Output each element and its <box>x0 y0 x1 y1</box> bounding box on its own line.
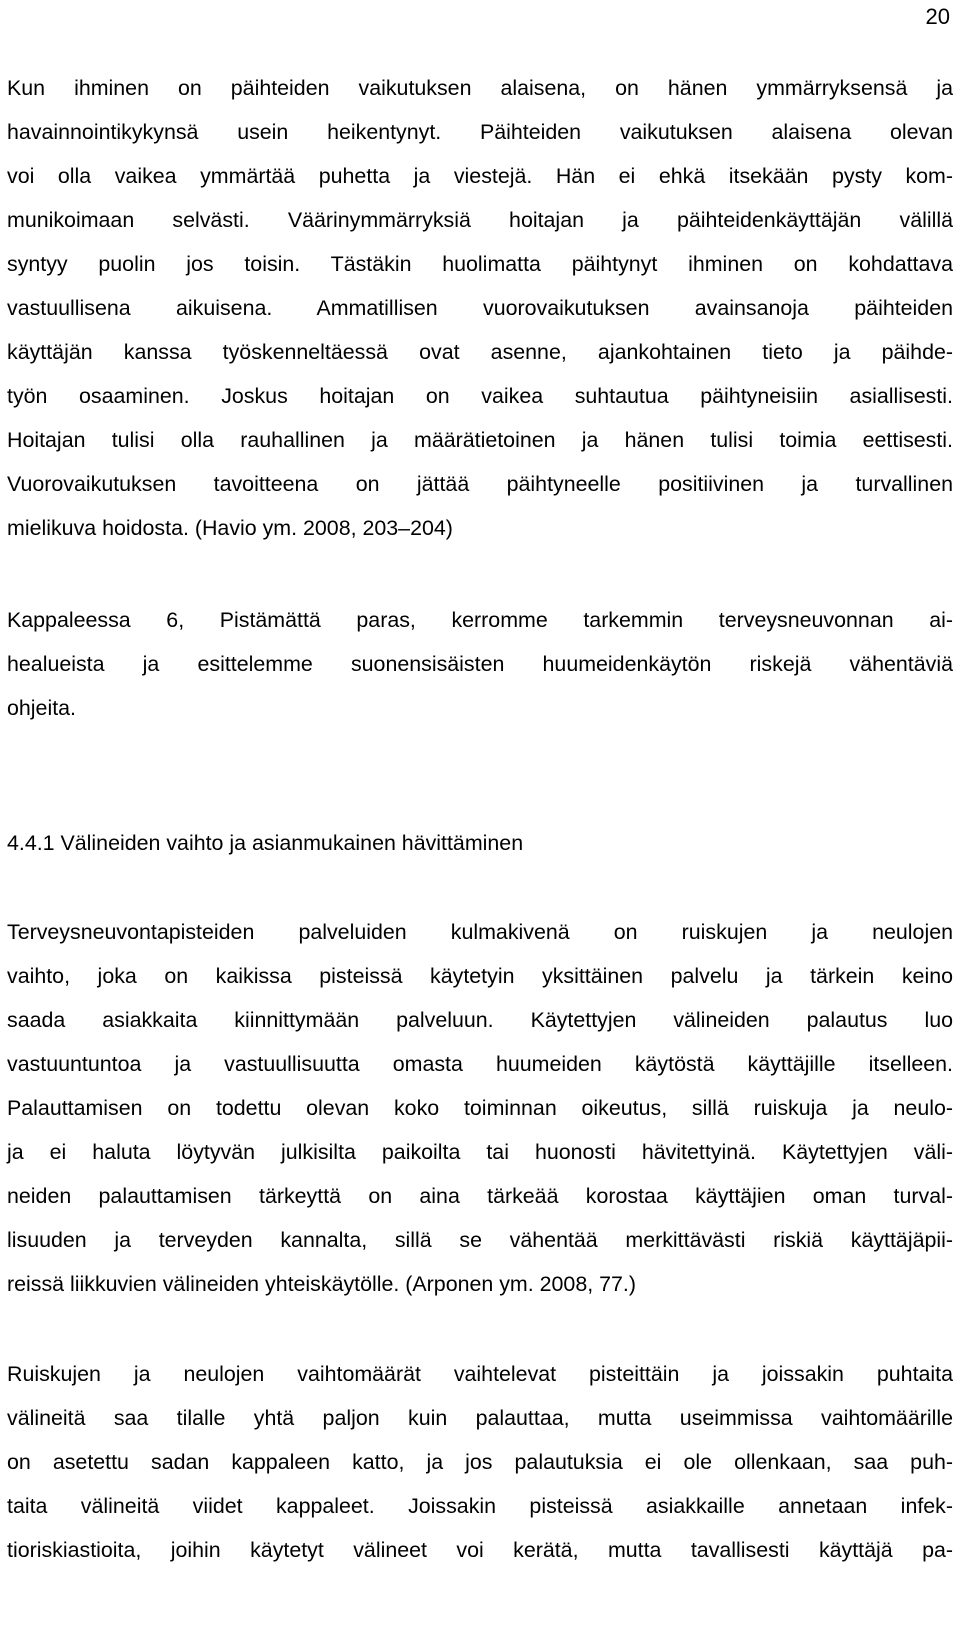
paragraph-1 <box>7 66 953 550</box>
text-line: vastuullisena aikuisena. Ammatillisen vuorovaikutuksen avainsanoja päihteiden <box>7 296 953 320</box>
text-line: neiden palauttamisen tärkeyttä on aina tärkeää korostaa käyttäjien oman turval- <box>7 1184 953 1208</box>
text-line: saada asiakkaita kiinnittymään palveluun. Käytettyjen välineiden palautus luo <box>7 1008 953 1032</box>
paragraph-2 <box>7 598 953 730</box>
text-line: healueista ja esittelemme suonensisäisten huumeidenkäytön riskejä vähentäviä <box>7 652 953 676</box>
text-line: on asetettu sadan kappaleen katto, ja jos palautuksia ei ole ollenkaan, saa puh- <box>7 1450 953 1474</box>
section-heading: 4.4.1 Välineiden vaihto ja asianmukainen hävittäminen <box>7 831 524 855</box>
text-line: ohjeita. <box>7 696 76 720</box>
paragraph-3 <box>7 910 953 1306</box>
text-line: taita välineitä viidet kappaleet. Joissakin pisteissä asiakkaille annetaan infek- <box>7 1494 953 1518</box>
text-line: tioriskiastioita, joihin käytetyt välineet voi kerätä, mutta tavallisesti käyttäjä pa- <box>7 1538 953 1562</box>
text-line: Palauttamisen on todettu olevan koko toiminnan oikeutus, sillä ruiskuja ja neulo- <box>7 1096 953 1120</box>
text-line: Terveysneuvontapisteiden palveluiden kulmakivenä on ruiskujen ja neulojen <box>7 920 953 944</box>
text-line: reissä liikkuvien välineiden yhteiskäytölle. (Arponen ym. 2008, 77.) <box>7 1272 636 1296</box>
text-line: Ruiskujen ja neulojen vaihtomäärät vaihtelevat pisteittäin ja joissakin puhtaita <box>7 1362 953 1386</box>
text-line: voi olla vaikea ymmärtää puhetta ja viestejä. Hän ei ehkä itsekään pysty kom- <box>7 164 953 188</box>
text-line: munikoimaan selvästi. Väärinymmärryksiä hoitajan ja päihteidenkäyttäjän välillä <box>7 208 953 232</box>
text-line: käyttäjän kanssa työskenneltäessä ovat asenne, ajankohtainen tieto ja päihde- <box>7 340 953 364</box>
text-line: työn osaaminen. Joskus hoitajan on vaikea suhtautua päihtyneisiin asiallisesti. <box>7 384 953 408</box>
text-line: syntyy puolin jos toisin. Tästäkin huolimatta päihtynyt ihminen on kohdattava <box>7 252 953 276</box>
text-line: Kun ihminen on päihteiden vaikutuksen alaisena, on hänen ymmärryksensä ja <box>7 76 953 100</box>
paragraph-4 <box>7 1352 953 1572</box>
text-line: ja ei haluta löytyvän julkisilta paikoilta tai huonosti hävitettyinä. Käytettyjen väli- <box>7 1140 953 1164</box>
text-line: mielikuva hoidosta. (Havio ym. 2008, 203–204) <box>7 516 453 540</box>
text-line: lisuuden ja terveyden kannalta, sillä se vähentää merkittävästi riskiä käyttäjäpii- <box>7 1228 953 1252</box>
text-line: vastuuntuntoa ja vastuullisuutta omasta huumeiden käytöstä käyttäjille itselleen. <box>7 1052 953 1076</box>
text-line: Hoitajan tulisi olla rauhallinen ja määrätietoinen ja hänen tulisi toimia eettisesti. <box>7 428 953 452</box>
text-line: välineitä saa tilalle yhtä paljon kuin palauttaa, mutta useimmissa vaihtomäärille <box>7 1406 953 1430</box>
text-line: vaihto, joka on kaikissa pisteissä käytetyin yksittäinen palvelu ja tärkein keino <box>7 964 953 988</box>
text-line: havainnointikykynsä usein heikentynyt. Päihteiden vaikutuksen alaisena olevan <box>7 120 953 144</box>
page-number: 20 <box>925 4 950 29</box>
text-line: Kappaleessa 6, Pistämättä paras, kerromme tarkemmin terveysneuvonnan ai- <box>7 608 953 632</box>
text-line: Vuorovaikutuksen tavoitteena on jättää päihtyneelle positiivinen ja turvallinen <box>7 472 953 496</box>
